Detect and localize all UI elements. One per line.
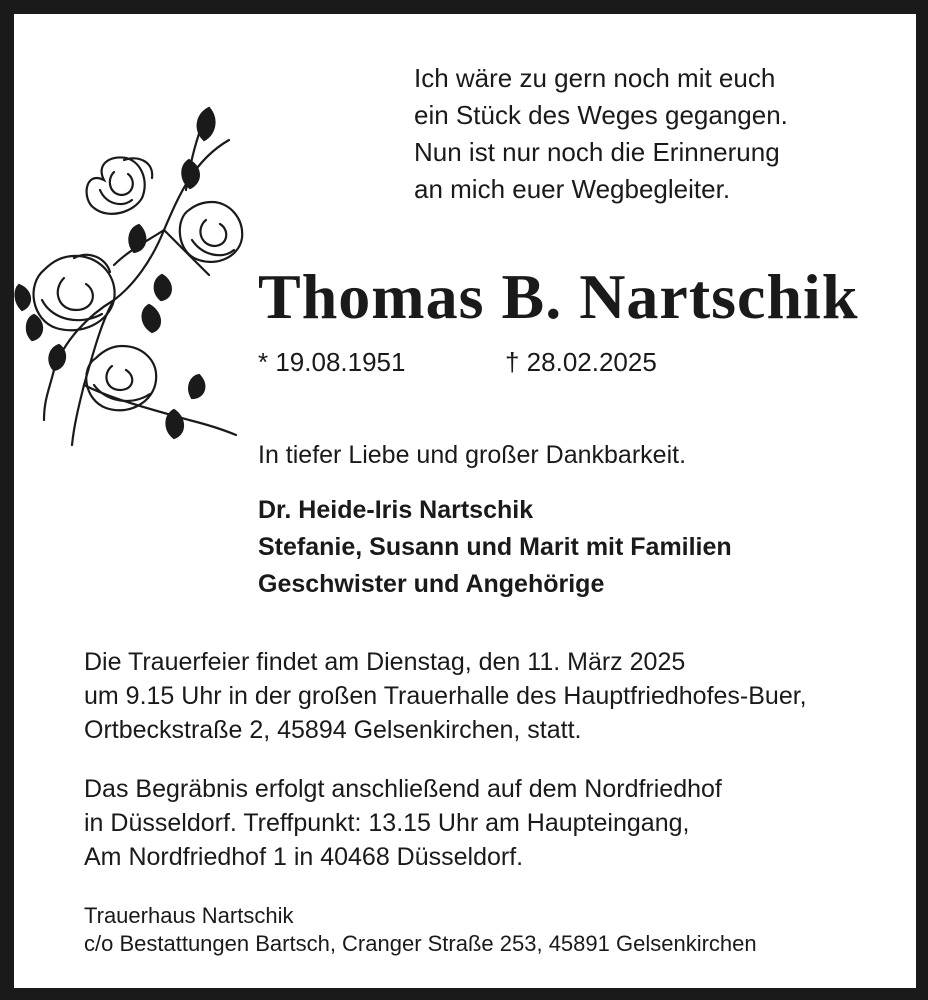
dedication-line: In tiefer Liebe und großer Dankbarkeit.: [258, 441, 687, 469]
mourner-entry: Stefanie, Susann und Marit mit Familien: [258, 533, 732, 561]
mourner-entry: Dr. Heide-Iris Nartschik: [258, 496, 534, 524]
death-date: † 28.02.2025: [505, 347, 657, 377]
poem-line: Nun ist nur noch die Erinnerung: [414, 137, 780, 167]
poem-line: ein Stück des Weges gegangen.: [414, 100, 788, 130]
footer-line: c/o Bestattungen Bartsch, Cranger Straße 253, 45891 Gelsenkirchen: [84, 931, 757, 956]
ceremony-line: Ortbeckstraße 2, 45894 Gelsenkirchen, statt.: [84, 716, 582, 744]
birth-date: * 19.08.1951: [258, 347, 406, 377]
funeral-home-footer: [84, 902, 757, 958]
footer-line: Trauerhaus Nartschik: [84, 903, 294, 928]
mourners-list: [258, 492, 732, 603]
poem-line: an mich euer Wegbegleiter.: [414, 174, 731, 204]
ceremony-line: Die Trauerfeier findet am Dienstag, den 11. März 2025: [84, 648, 686, 676]
ceremony-line: um 9.15 Uhr in der großen Trauerhalle des Hauptfriedhofes-Buer,: [84, 682, 807, 710]
burial-details: [84, 772, 722, 874]
roses-illustration-icon: [14, 100, 244, 450]
poem-line: Ich wäre zu gern noch mit euch: [414, 63, 776, 93]
deceased-name: Thomas B. Nartschik: [258, 261, 859, 332]
burial-line: Das Begräbnis erfolgt anschließend auf dem Nordfriedhof: [84, 775, 722, 803]
burial-line: Am Nordfriedhof 1 in 40468 Düsseldorf.: [84, 843, 524, 871]
mourner-entry: Geschwister und Angehörige: [258, 570, 605, 598]
burial-line: in Düsseldorf. Treffpunkt: 13.15 Uhr am Haupteingang,: [84, 809, 690, 837]
ceremony-details: [84, 645, 807, 747]
poem-verse: [414, 60, 788, 208]
